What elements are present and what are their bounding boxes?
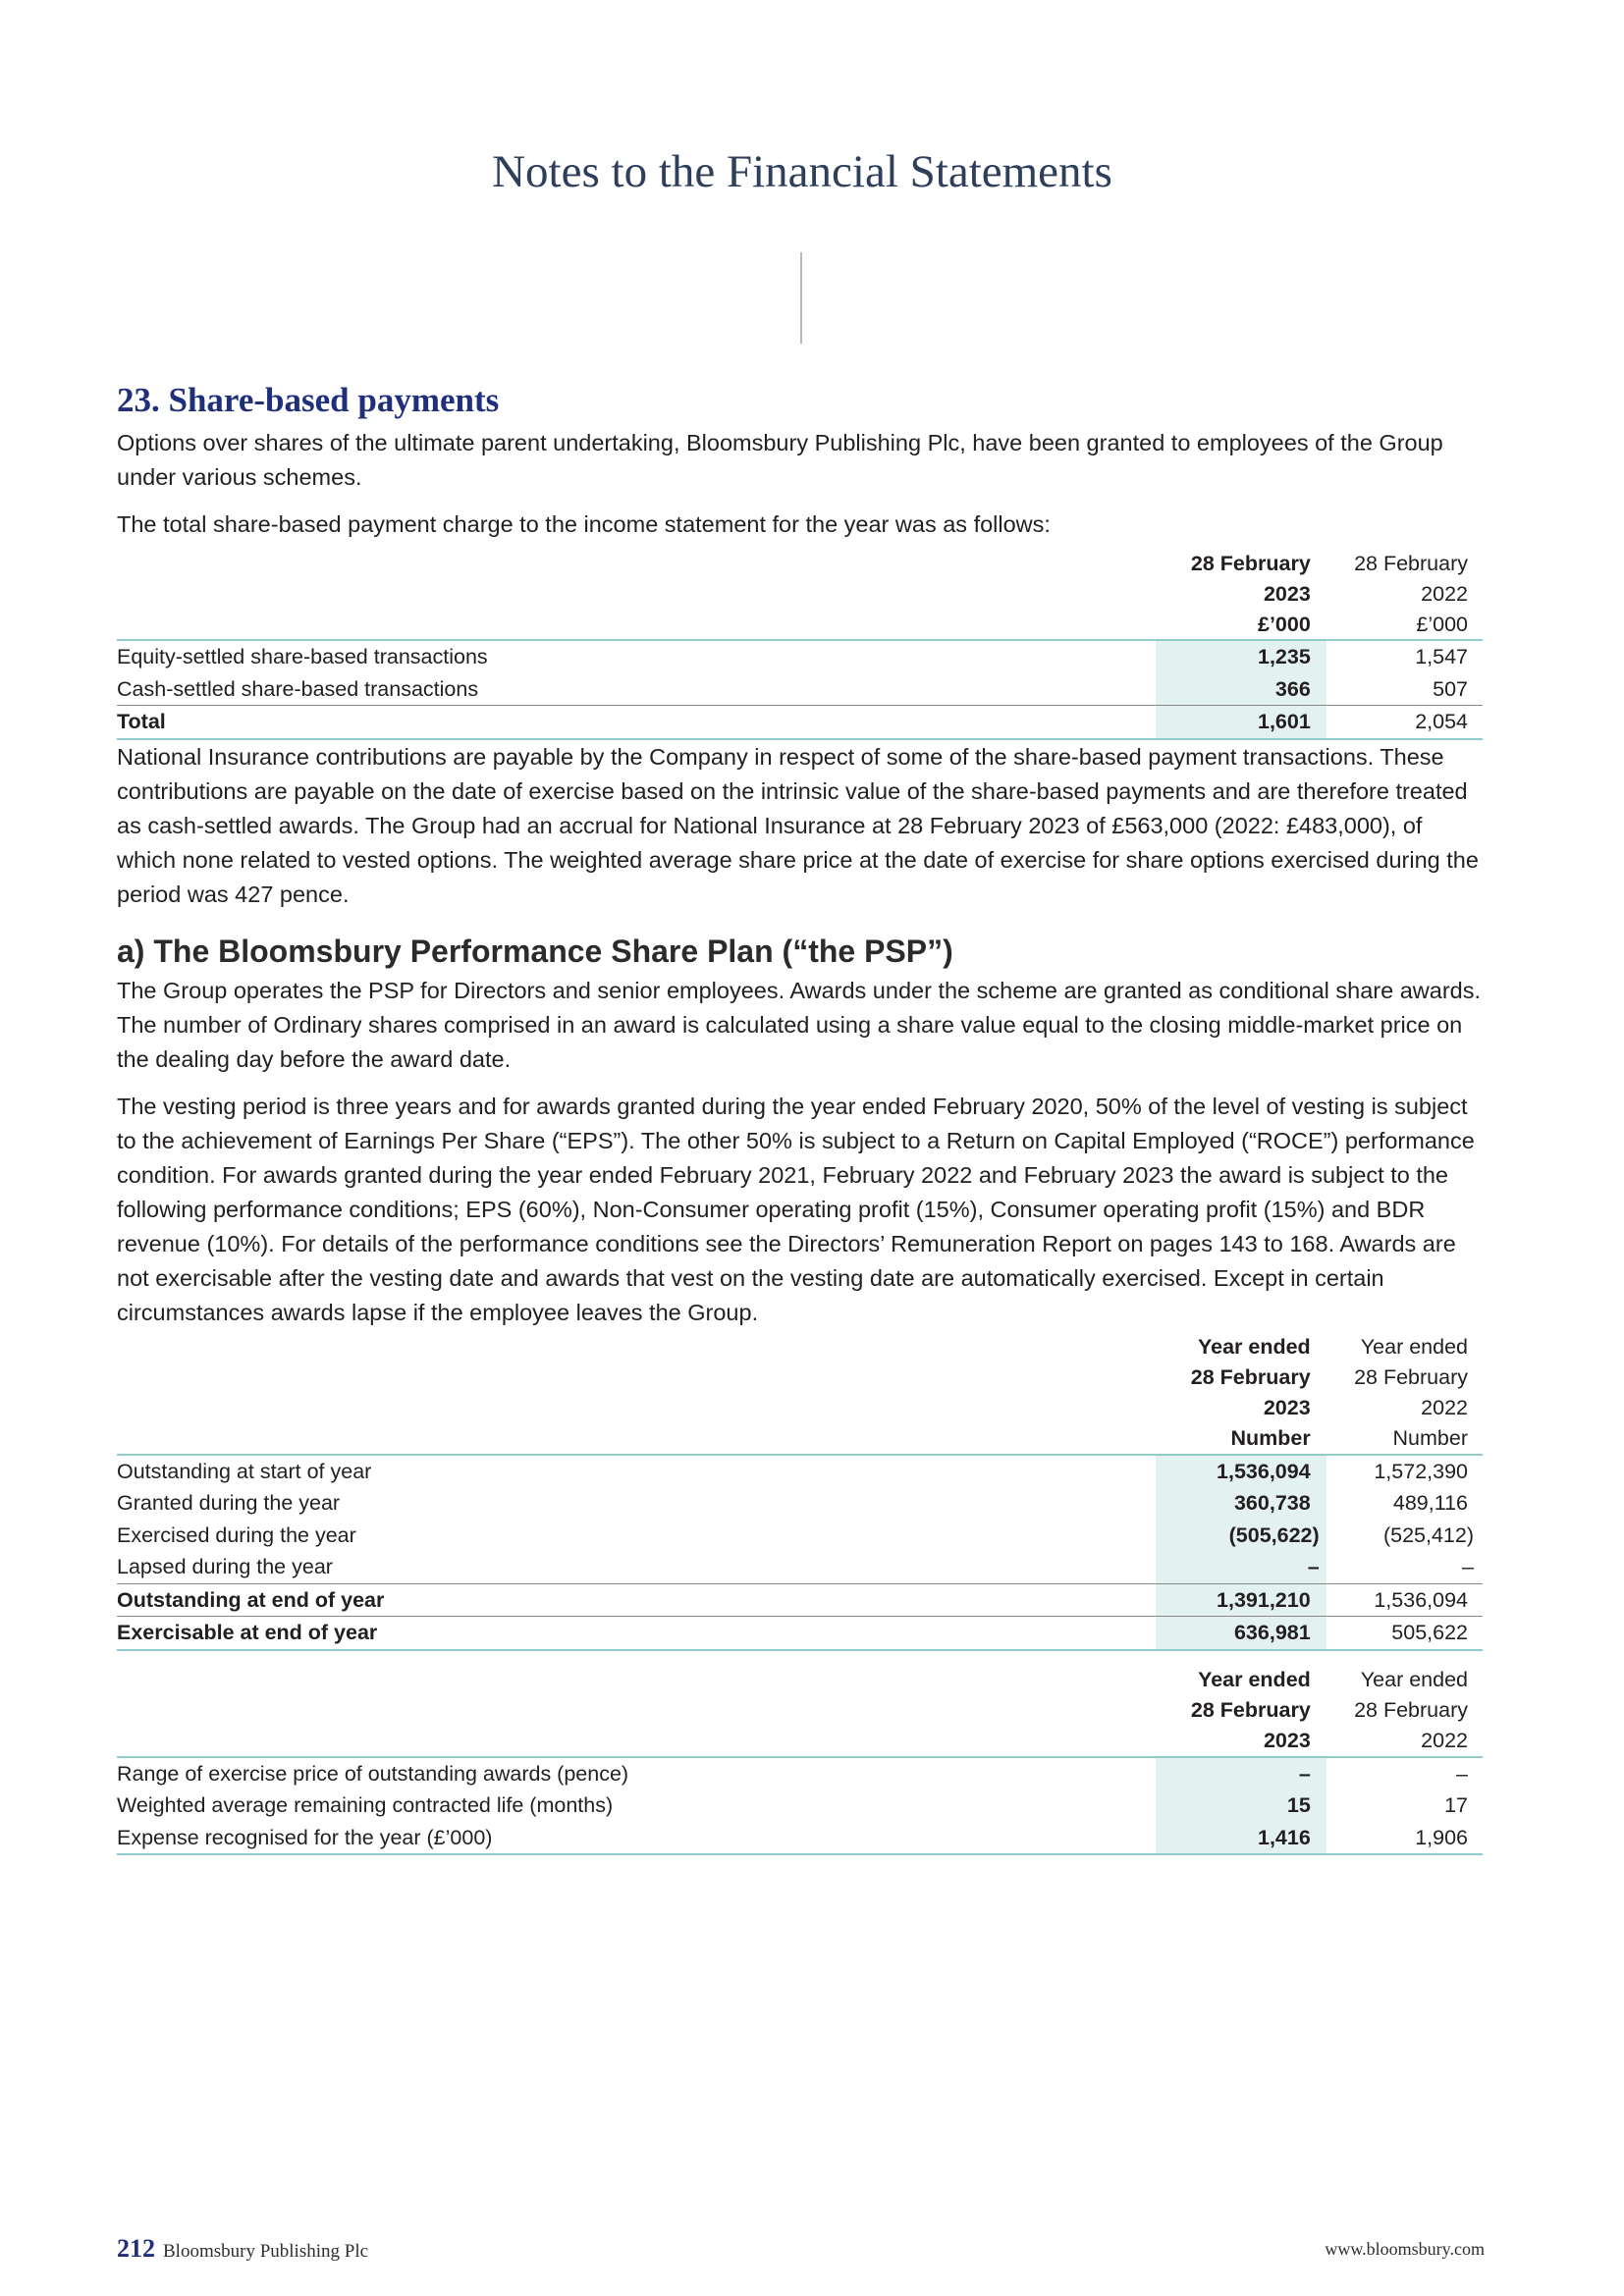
table-row	[117, 1757, 1483, 1790]
table-row	[117, 1520, 1483, 1552]
column-header: 28 February	[1354, 1698, 1468, 1722]
column-header: 28 February	[1190, 1365, 1311, 1389]
column-header: 2023	[1263, 1396, 1311, 1419]
psp-other-info-table	[117, 1665, 1483, 1856]
total-row	[117, 706, 1483, 739]
column-header: Year ended	[1360, 1335, 1468, 1359]
value-2023: –	[1156, 1551, 1326, 1583]
value-2023: 636,981	[1156, 1617, 1326, 1650]
column-header: 28 February	[1190, 1698, 1311, 1722]
table-row	[117, 1487, 1483, 1520]
column-header: 2022	[1421, 1396, 1468, 1419]
footer-website: www.bloomsbury.com	[1325, 2239, 1485, 2259]
value-2022: 507	[1433, 676, 1468, 701]
table-row	[117, 1455, 1483, 1488]
value-2023: 1,601	[1156, 706, 1326, 739]
value-2022: 489,116	[1392, 1491, 1468, 1516]
table-row	[117, 1822, 1483, 1855]
title-divider	[800, 252, 802, 344]
value-2022: –	[1456, 1761, 1468, 1786]
value-2022: 1,572,390	[1374, 1459, 1468, 1483]
column-header: Year ended	[1197, 1335, 1311, 1359]
value-2022: 2,054	[1326, 706, 1483, 739]
table-row	[117, 640, 1483, 673]
vesting-paragraph: The vesting period is three years and for awards granted during the year ended February 2020, 50% of the level of vesting is subject to the achievement of Earnings Per Share (“EPS”). The other 50% is subject to a Return on Capital Employed (“ROCE”) performance condition. For awards granted during the year ended February 2021, February 2022 and February 2023 the award is subject to the following performance conditions; EPS (60%), Non-Consumer operating profit (15%), Consumer operating profit (15%) and BDR revenue (10%). For details of the performance conditions see the Directors’ Remuneration Report on pages 143 to 168. Awards are not exercisable after the vesting date and awards that vest on the vesting date are automatically exercised. Except in certain circumstances awards lapse if the employee leaves the Group.	[117, 1093, 1475, 1325]
row-label: Range of exercise price of outstanding awards (pence)	[117, 1761, 629, 1786]
column-header: Number	[1326, 1423, 1483, 1455]
share-payment-charge-table	[117, 548, 1483, 740]
row-label: Weighted average remaining contracted life (months)	[117, 1793, 614, 1818]
footer-publisher	[117, 2234, 368, 2264]
column-header: 2023	[1156, 1726, 1326, 1757]
value-2023: (505,622)	[1156, 1520, 1326, 1552]
value-2022: 1,547	[1415, 645, 1468, 669]
intro-paragraph: Options over shares of the ultimate parent undertaking, Bloomsbury Publishing Plc, have been granted to employees of the Group under various schemes.	[117, 430, 1443, 490]
row-label: Granted during the year	[117, 1491, 341, 1516]
row-label: Lapsed during the year	[117, 1555, 333, 1579]
psp-heading: a) The Bloomsbury Performance Share Plan (“the PSP”)	[117, 933, 953, 969]
table-row	[117, 1551, 1483, 1583]
charge-intro-paragraph: The total share-based payment charge to the income statement for the year was as follows:	[117, 511, 1051, 537]
column-header: Year ended	[1360, 1668, 1468, 1691]
column-header: 2022	[1421, 581, 1468, 606]
value-2023: 1,416	[1156, 1822, 1326, 1855]
value-2022: 1,536,094	[1326, 1583, 1483, 1617]
value-2023: 1,235	[1156, 640, 1326, 673]
page-title: Notes to the Financial Statements	[492, 146, 1112, 197]
value-2023: 1,391,210	[1156, 1583, 1326, 1617]
row-label: Exercised during the year	[117, 1522, 356, 1547]
psp-awards-table	[117, 1332, 1483, 1651]
value-2022: 17	[1444, 1793, 1468, 1818]
note-content	[117, 378, 1483, 1855]
value-2022: (525,412)	[1382, 1522, 1474, 1547]
publisher-name: Bloomsbury Publishing Plc	[163, 2241, 369, 2262]
row-label: Total	[117, 706, 1156, 739]
column-header: 2023	[1263, 581, 1311, 606]
value-2022: 1,906	[1326, 1822, 1483, 1855]
row-label: Exercisable at end of year	[117, 1617, 1156, 1650]
column-header: £’000	[1326, 609, 1483, 640]
row-label: Outstanding at end of year	[117, 1583, 1156, 1617]
value-2022: 505,622	[1326, 1617, 1483, 1650]
table-row	[117, 1789, 1483, 1822]
row-label: Outstanding at start of year	[117, 1459, 372, 1483]
column-header: 28 February	[1354, 1365, 1468, 1389]
row-label: Equity-settled share-based transactions	[117, 645, 488, 669]
column-header: 28 February	[1190, 551, 1311, 575]
value-2023: 360,738	[1156, 1487, 1326, 1520]
value-2022: –	[1462, 1555, 1474, 1579]
page-number: 212	[117, 2234, 155, 2263]
row-label: Expense recognised for the year (£’000)	[117, 1822, 1156, 1855]
column-header: Year ended	[1198, 1668, 1311, 1691]
column-header: 28 February	[1354, 551, 1468, 575]
national-insurance-paragraph: National Insurance contributions are payable by the Company in respect of some of the share-based payment transactions. These contributions are payable on the date of exercise based on the intrinsic value of the share-based payments and are therefore treated as cash-settled awards. The Group had an accrual for National Insurance at 28 February 2023 of £563,000 (2022: £483,000), of which none related to vested options. The weighted average share price at the date of exercise for share options exercised during the period was 427 pence.	[117, 743, 1479, 907]
value-2023: 1,536,094	[1156, 1455, 1326, 1488]
column-header: 2022	[1326, 1726, 1483, 1757]
value-2023: 366	[1156, 673, 1326, 706]
value-2023: 15	[1156, 1789, 1326, 1822]
column-header: £’000	[1156, 609, 1326, 640]
row-label: Cash-settled share-based transactions	[117, 676, 479, 701]
table-row	[117, 673, 1483, 706]
column-header: Number	[1156, 1423, 1326, 1455]
table-row	[117, 1583, 1483, 1617]
table-row	[117, 1617, 1483, 1650]
section-heading: 23. Share-based payments	[117, 381, 500, 419]
value-2023: –	[1156, 1757, 1326, 1790]
psp-paragraph: The Group operates the PSP for Directors and senior employees. Awards under the scheme are granted as conditional share awards. The number of Ordinary shares comprised in an award is calculated using a share value equal to the closing middle-market price on the dealing day before the award date.	[117, 977, 1482, 1072]
